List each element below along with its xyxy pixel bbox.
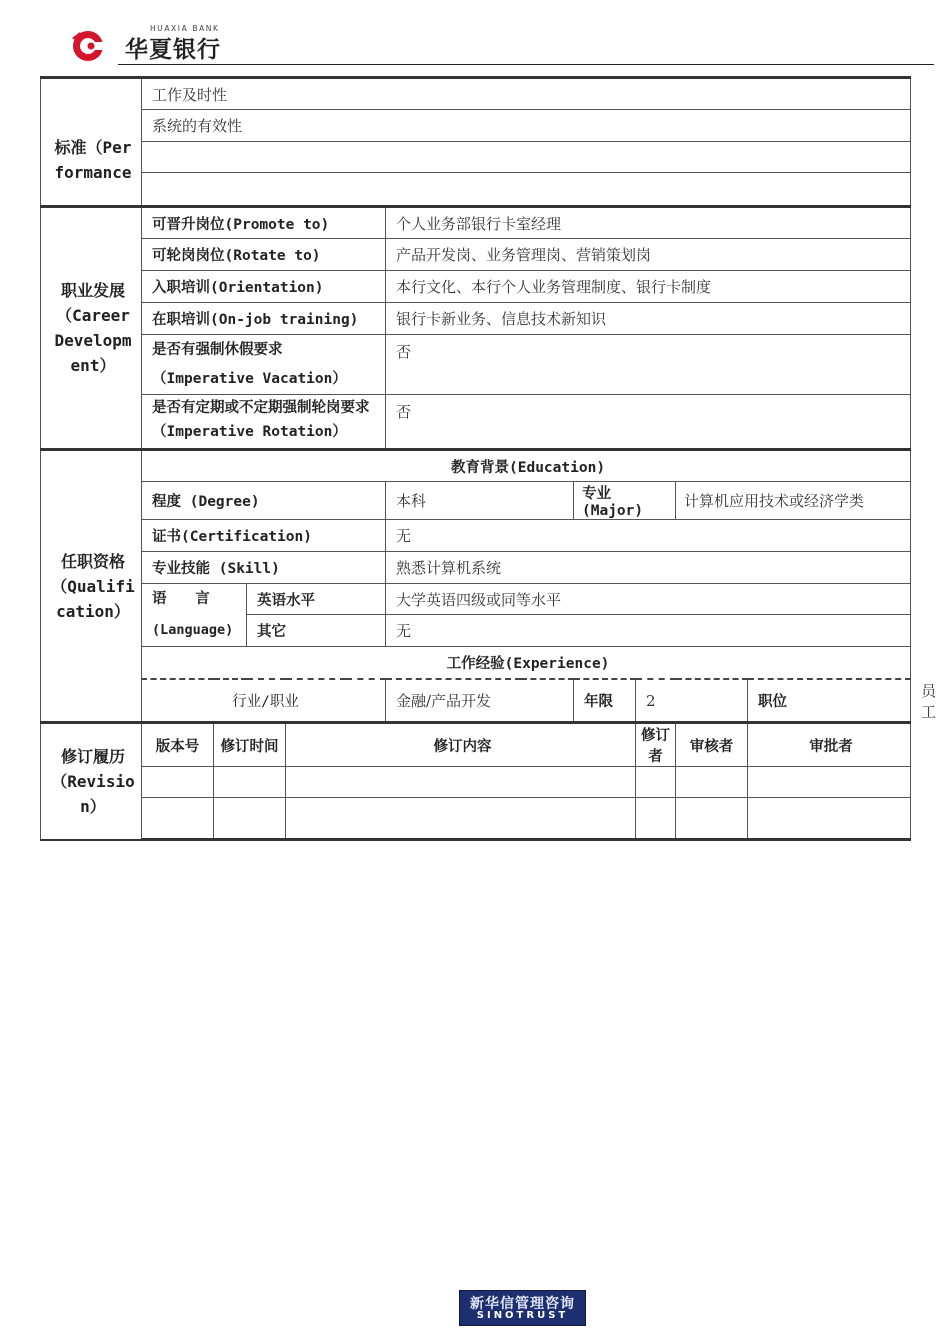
revision-cell [636,798,676,840]
revision-cell [636,767,676,798]
career-row [41,239,911,271]
qualification-row [41,584,911,615]
revision-cell [142,798,214,840]
career-label: 是否有定期或不定期强制轮岗要求（Imperative Rotation） [142,395,386,450]
revision-cell [676,767,748,798]
qualification-row [41,520,911,552]
revision-row [41,798,911,840]
header-divider [118,64,934,65]
career-label: 可轮岗岗位(Rotate to) [142,239,386,271]
industry-label: 行业/职业 [142,679,386,723]
qualification-row [41,482,911,520]
standard-item: 工作及时性 [142,78,911,110]
english-level-value: 大学英语四级或同等水平 [386,584,911,615]
career-value: 否 [386,395,911,450]
revision-cell [214,767,286,798]
sinotrust-name-en: SINOTRUST [476,1310,569,1321]
career-label: 是否有强制休假要求（Imperative Vacation） [142,335,386,395]
job-description-table [40,76,937,841]
years-value: 2 [636,679,748,723]
degree-label: 程度 (Degree) [142,482,386,520]
revision-cell [676,798,748,840]
qualification-section-label: 任职资格（Qualification） [41,450,142,723]
huaxia-bank-logo [70,26,240,64]
major-label: 专业(Major) [574,482,676,520]
career-value: 银行卡新业务、信息技术新知识 [386,303,911,335]
revision-col-reviser: 修订者 [636,723,676,767]
years-label: 年限 [574,679,636,723]
experience-header: 工作经验(Experience) [142,647,911,680]
major-value: 计算机应用技术或经济学类 [676,482,911,520]
revision-cell [214,798,286,840]
revision-col-version: 版本号 [142,723,214,767]
career-value: 否 [386,335,911,395]
huaxia-logo-icon [70,28,110,64]
career-row [41,303,911,335]
sinotrust-name-cn: 新华信管理咨询 [470,1296,575,1312]
language-label: 语 言 (Language) [142,584,247,647]
revision-col-reviewer: 审核者 [676,723,748,767]
revision-col-date: 修订时间 [214,723,286,767]
career-row [41,395,911,450]
other-language-value: 无 [386,615,911,647]
qualification-row: 行业/职业 金融/产品开发 年限 2 职位 员工 [41,679,911,723]
other-language-label: 其它 [247,615,386,647]
certification-value: 无 [386,520,911,552]
revision-cell [286,798,636,840]
career-value: 个人业务部银行卡室经理 [386,207,911,239]
standard-row [41,173,911,207]
revision-cell [748,798,911,840]
industry-value: 金融/产品开发 [386,679,574,723]
degree-value: 本科 [386,482,574,520]
standard-item [142,142,911,173]
career-value: 本行文化、本行个人业务管理制度、银行卡制度 [386,271,911,303]
standard-row [41,78,911,110]
standard-item [142,173,911,207]
revision-cell [748,767,911,798]
standard-section-label: 标准（Performance [41,78,142,207]
revision-col-content: 修订内容 [286,723,636,767]
qualification-row [41,647,911,680]
position-label: 职位 [748,679,911,723]
standard-item: 系统的有效性 [142,110,911,142]
career-section-label: 职业发展（Career Development） [41,207,142,450]
revision-section-label: 修订履历（Revision） [41,723,142,840]
revision-cell [142,767,214,798]
career-row [41,207,911,239]
revision-cell [286,767,636,798]
career-row [41,271,911,303]
revision-col-approver: 审批者 [748,723,911,767]
standard-row [41,110,911,142]
career-label: 在职培训(On-job training) [142,303,386,335]
revision-header-row [41,723,911,767]
education-header: 教育背景(Education) [142,450,911,482]
standard-row [41,142,911,173]
qualification-row [41,552,911,584]
revision-row [41,767,911,798]
skill-value: 熟悉计算机系统 [386,552,911,584]
career-value: 产品开发岗、业务管理岗、营销策划岗 [386,239,911,271]
certification-label: 证书(Certification) [142,520,386,552]
career-label: 入职培训(Orientation) [142,271,386,303]
english-level-label: 英语水平 [247,584,386,615]
bank-name-cn: 华夏银行 [125,37,221,63]
skill-label: 专业技能 (Skill) [142,552,386,584]
qualification-row [41,450,911,482]
career-label: 可晋升岗位(Promote to) [142,207,386,239]
bank-name-en: HUAXIA BANK [150,24,220,33]
career-row [41,335,911,395]
sinotrust-logo [459,1290,586,1326]
